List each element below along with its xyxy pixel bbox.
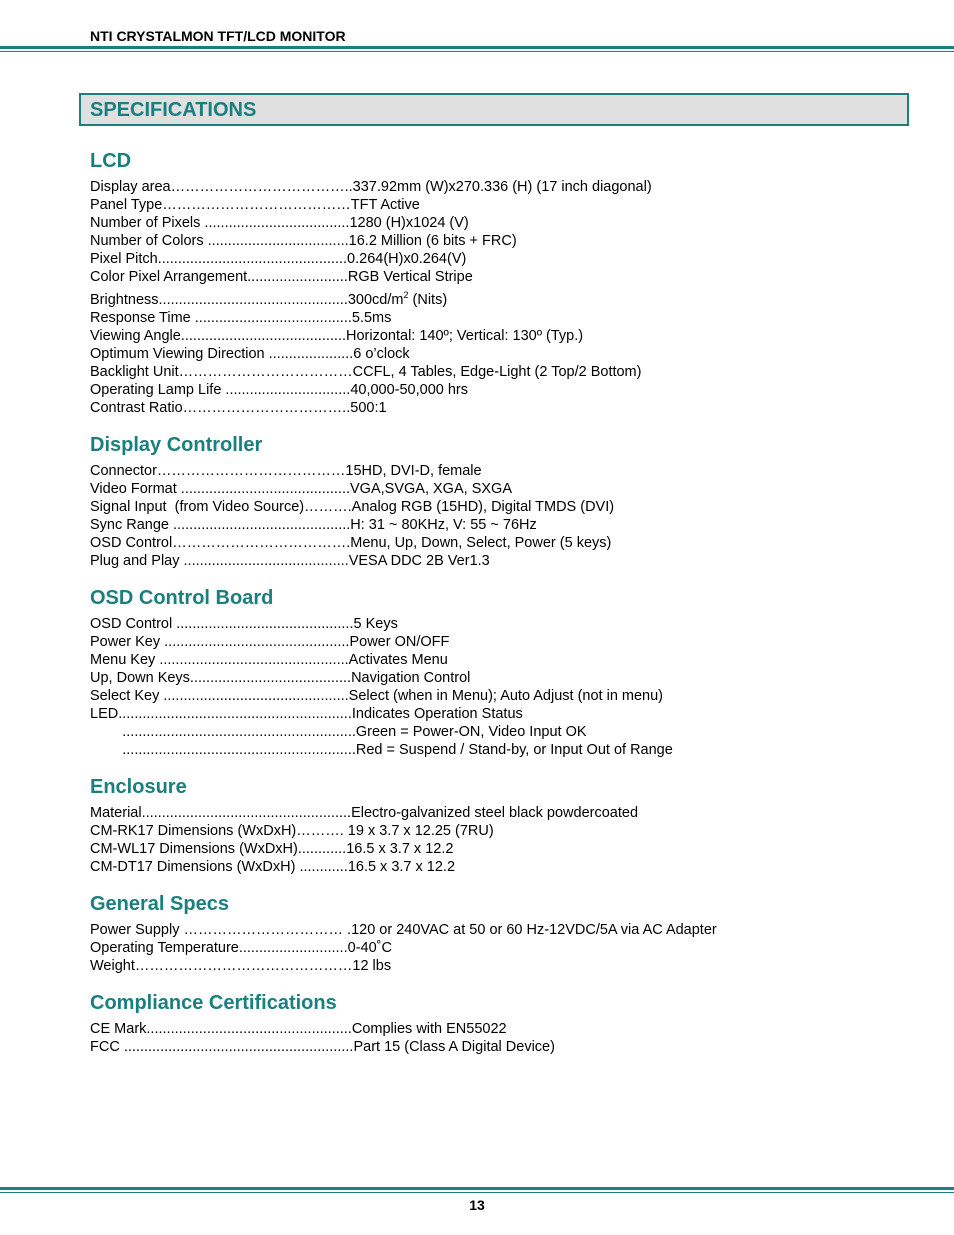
spec-row <box>90 327 910 345</box>
spec-label: .......................................................... <box>90 741 356 758</box>
spec-row <box>90 633 910 651</box>
spec-label: OSD Control………………………………. <box>90 534 351 551</box>
spec-label: Operating Temperature........................... <box>90 939 348 956</box>
spec-value: TFT Active <box>350 197 420 213</box>
banner-title: SPECIFICATIONS <box>90 99 257 121</box>
spec-row <box>90 804 910 822</box>
spec-row <box>90 939 910 957</box>
spec-label: Menu Key ............................................... <box>90 651 349 668</box>
spec-row <box>90 723 910 741</box>
section-title: General Specs <box>90 892 229 915</box>
section-title: Enclosure <box>90 775 187 798</box>
spec-label: Weight……………………………………… <box>90 957 353 974</box>
spec-row <box>90 1020 910 1038</box>
spec-row <box>90 1038 910 1056</box>
spec-label: Operating Lamp Life ............................... <box>90 381 351 398</box>
spec-label: Plug and Play ......................................... <box>90 552 349 569</box>
spec-value: 19 x 3.7 x 12.25 (7RU) <box>343 822 494 839</box>
spec-row <box>90 840 910 858</box>
spec-section <box>90 432 910 570</box>
spec-label: .......................................................... <box>90 723 356 740</box>
spec-value: 16.5 x 3.7 x 12.2 <box>346 840 454 857</box>
spec-value: 337.92mm (W)x270.336 (H) (17 inch diagonal) <box>352 179 652 195</box>
page-number: 13 <box>469 1197 485 1213</box>
spec-label: CM-RK17 Dimensions (WxDxH)………. <box>90 822 344 839</box>
spec-row <box>90 498 910 516</box>
spec-label: OSD Control ............................................ <box>90 615 354 632</box>
spec-value: 12 lbs <box>352 957 392 974</box>
spec-label: Backlight Unit……………………………… <box>90 363 353 380</box>
spec-row <box>90 309 910 327</box>
spec-row <box>90 250 910 268</box>
spec-row <box>90 462 910 480</box>
spec-row <box>90 480 910 498</box>
spec-label: Optimum Viewing Direction ..................... <box>90 345 354 362</box>
spec-section <box>90 990 910 1056</box>
footer-rule <box>0 1187 954 1193</box>
spec-label: LED.......................................................... <box>90 705 352 722</box>
spec-label: CM-DT17 Dimensions (WxDxH) ............ <box>90 858 348 875</box>
spec-section <box>90 585 910 759</box>
spec-label: Connector………………………………… <box>90 462 346 479</box>
spec-value: Complies with EN55022 <box>351 1020 507 1037</box>
spec-row <box>90 957 910 975</box>
section-title: LCD <box>90 150 132 172</box>
spec-value: Horizontal: 140º; Vertical: 130º (Typ.) <box>346 327 584 344</box>
spec-label: Signal Input (from Video Source)………. <box>90 498 352 515</box>
spec-label: Material.................................................... <box>90 804 352 821</box>
spec-value: $300cd/m^2$ (Nits) <box>347 290 448 308</box>
spec-value: Indicates Operation Status <box>351 705 523 722</box>
spec-row <box>90 741 910 759</box>
spec-row <box>90 178 910 196</box>
spec-value: 6 o’clock <box>353 345 410 362</box>
section-title: Compliance Certifications <box>90 991 337 1014</box>
running-header-title: NTI CRYSTALMON TFT/LCD MONITOR <box>90 28 346 44</box>
spec-value: Red = Suspend / Stand-by, or Input Out of Range <box>355 741 673 758</box>
spec-value: 5.5ms <box>351 309 392 326</box>
spec-label: Sync Range ............................................ <box>90 516 351 533</box>
spec-value: CCFL, 4 Tables, Edge-Light (2 Top/2 Bottom) <box>352 363 642 380</box>
spec-row <box>90 651 910 669</box>
spec-value: VGA,SVGA, XGA, SXGA <box>350 480 512 497</box>
spec-row <box>90 232 910 250</box>
spec-value: Green = Power-ON, Video Input OK <box>355 723 587 740</box>
spec-value: 16.5 x 3.7 x 12.2 <box>347 858 456 875</box>
spec-row <box>90 345 910 363</box>
spec-value: 0-40˚C <box>347 939 392 956</box>
section-title: OSD Control Board <box>90 586 274 609</box>
spec-row <box>90 381 910 399</box>
spec-label: Number of Colors ................................... <box>90 233 349 249</box>
spec-row <box>90 214 910 232</box>
spec-value: 16.2 Million (6 bits + FRC) <box>348 233 517 249</box>
spec-label: Viewing Angle......................................... <box>90 327 347 344</box>
spec-label: Display area……………………………….. <box>90 179 353 195</box>
spec-row <box>90 268 910 286</box>
spec-label: Panel Type………………………………… <box>90 197 351 213</box>
spec-value: 5 Keys <box>353 615 398 632</box>
spec-label: Color Pixel Arrangement......................... <box>90 269 348 285</box>
spec-row <box>90 196 910 214</box>
spec-row <box>90 534 910 552</box>
spec-value: Part 15 (Class A Digital Device) <box>353 1038 555 1055</box>
spec-value: VESA DDC 2B Ver1.3 <box>348 552 490 569</box>
spec-value: 15HD, DVI-D, female <box>345 462 482 479</box>
spec-row <box>90 552 910 570</box>
spec-label: Power Supply …………………………… . <box>90 921 352 938</box>
spec-label: Contrast Ratio…………………………….. <box>90 399 351 416</box>
spec-label: CM-WL17 Dimensions (WxDxH)............ <box>90 840 347 857</box>
spec-row <box>90 669 910 687</box>
spec-row <box>90 615 910 633</box>
spec-value: 500:1 <box>350 399 387 416</box>
spec-row <box>90 858 910 876</box>
spec-value: 1280 (H)x1024 (V) <box>349 215 469 231</box>
spec-label: Up, Down Keys........................................ <box>90 669 352 686</box>
spec-value: RGB Vertical Stripe <box>347 269 473 285</box>
section-title: Display Controller <box>90 433 263 456</box>
spec-row <box>90 363 910 381</box>
spec-value: 0.264(H)x0.264(V) <box>347 251 467 267</box>
spec-value: Power ON/OFF <box>349 633 450 650</box>
spec-value: Select (when in Menu); Auto Adjust (not in menu) <box>348 687 664 704</box>
spec-row <box>90 286 910 309</box>
spec-label: CE Mark................................................... <box>90 1020 352 1037</box>
spec-label: Power Key .............................................. <box>90 633 350 650</box>
spec-section <box>90 148 910 417</box>
spec-value: H: 31 ~ 80KHz, V: 55 ~ 76Hz <box>350 516 537 533</box>
spec-row <box>90 822 910 840</box>
spec-label: Brightness............................................... <box>90 291 348 308</box>
spec-label: Pixel Pitch............................................... <box>90 251 348 267</box>
spec-value: 120 or 240VAC at 50 or 60 Hz-12VDC/5A via AC Adapter <box>351 921 717 938</box>
spec-content <box>90 148 910 1071</box>
spec-row <box>90 705 910 723</box>
spec-section <box>90 774 910 876</box>
spec-row <box>90 399 910 417</box>
spec-row <box>90 687 910 705</box>
spec-label: FCC ......................................................... <box>90 1038 354 1055</box>
header-rule <box>0 46 954 53</box>
spec-value: Menu, Up, Down, Select, Power (5 keys) <box>350 534 612 551</box>
spec-value: Analog RGB (15HD), Digital TMDS (DVI) <box>351 498 615 515</box>
spec-label: Number of Pixels .................................... <box>90 215 350 231</box>
spec-label: Response Time ....................................... <box>90 309 352 326</box>
spec-section <box>90 891 910 975</box>
spec-value: Navigation Control <box>351 669 471 686</box>
spec-label: Video Format .......................................... <box>90 480 351 497</box>
spec-row <box>90 516 910 534</box>
specifications-banner <box>79 93 909 126</box>
spec-label: Select Key .............................................. <box>90 687 349 704</box>
spec-value: 40,000-50,000 hrs <box>350 381 469 398</box>
spec-value: Electro-galvanized steel black powdercoated <box>351 804 639 821</box>
spec-value: Activates Menu <box>348 651 448 668</box>
spec-row <box>90 921 910 939</box>
